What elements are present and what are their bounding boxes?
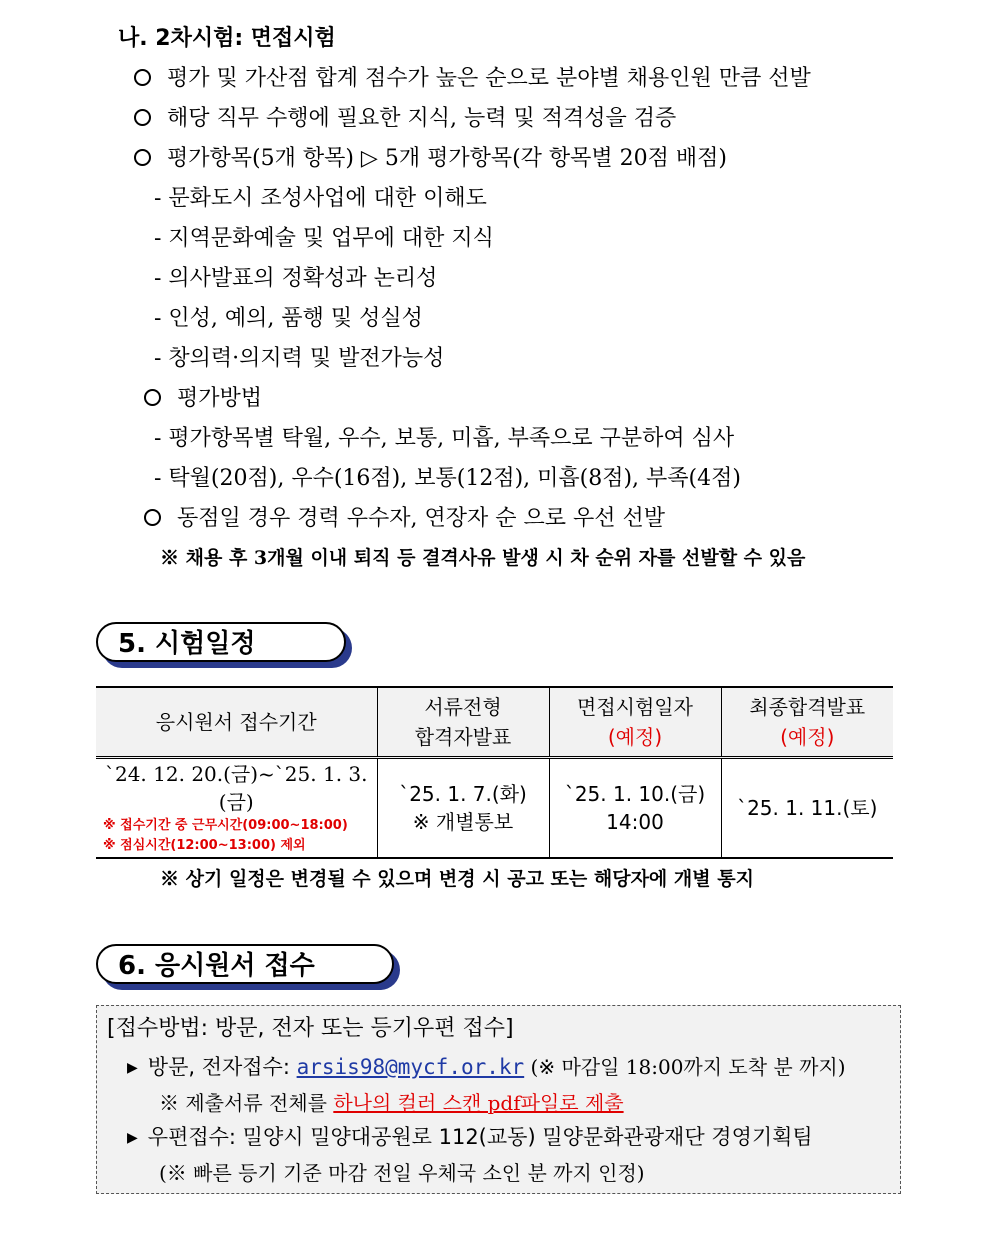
circle-bullet-icon (134, 109, 151, 126)
cell-doc (377, 758, 549, 859)
list-item: - 탁월(20점), 우수(16점), 보통(12점), 미흡(8점), 부족(4점) (154, 466, 741, 491)
bullet-text: 평가 및 가산점 합계 점수가 높은 순으로 분야별 채용인원 만큼 선발 (167, 66, 811, 91)
period-note-2: ※ 점심시간(12:00~13:00) 제외 (103, 838, 306, 853)
section5-heading: 5. 시험일정 (96, 622, 346, 662)
schedule-note: ※ 상기 일정은 변경될 수 있으며 변경 시 공고 또는 해당자에 개별 통지 (160, 868, 754, 890)
triangle-bullet-icon: ▶ (127, 1060, 138, 1076)
circle-bullet-icon (144, 509, 161, 526)
list-item: - 창의력·의지력 및 발전가능성 (154, 346, 445, 371)
period-text: `24. 12. 20.(금)~`25. 1. 3.(금) (104, 762, 368, 814)
doc-note: ※ 개별통보 (412, 810, 514, 834)
submit-highlight: 하나의 컬러 스캔 pdf파일로 제출 (333, 1091, 624, 1115)
method-title (144, 384, 262, 414)
circle-bullet-icon (144, 389, 161, 406)
circle-bullet-icon (134, 69, 151, 86)
header-interview (549, 687, 721, 758)
header-final-tentative: (예정) (780, 725, 835, 749)
header-interview-line1: 면접시험일자 (577, 695, 693, 719)
list-item: - 문화도시 조성사업에 대한 이해도 (154, 186, 487, 211)
bullet-item (134, 64, 811, 94)
schedule-table (96, 686, 893, 859)
section6-heading: 6. 응시원서 접수 (96, 944, 394, 984)
submit-line (159, 1088, 624, 1118)
circle-bullet-icon (134, 149, 151, 166)
doc-date: `25. 1. 7.(화) (399, 782, 527, 806)
bullet-text: 해당 직무 수행에 필요한 지식, 능력 및 적격성을 검증 (167, 106, 677, 131)
cell-period (96, 758, 377, 859)
list-item: - 평가항목별 탁월, 우수, 보통, 미흡, 부족으로 구분하여 심사 (154, 426, 735, 451)
application-box (96, 1005, 901, 1194)
list-item: - 지역문화예술 및 업무에 대한 지식 (154, 226, 494, 251)
cell-interview (549, 758, 721, 859)
bullet-item (134, 104, 676, 134)
header-final (721, 687, 893, 758)
period-note-1: ※ 접수기간 중 근무시간(09:00~18:00) (103, 818, 348, 833)
header-doc-line1: 서류전형 (424, 695, 502, 719)
list-item: - 인성, 예의, 품행 및 성실성 (154, 306, 423, 331)
table-row (96, 758, 893, 859)
triangle-bullet-icon: ▶ (127, 1130, 138, 1146)
submit-prefix: ※ 제출서류 전체를 (159, 1091, 334, 1115)
bullet-item (134, 144, 727, 174)
header-period: 응시원서 접수기간 (96, 687, 377, 758)
email-link[interactable]: arsis98@mycf.or.kr (296, 1055, 525, 1079)
mail-text: 우편접수: 밀양시 밀양대공원로 112(교동) 밀양문화관광재단 경영기획팀 (147, 1125, 813, 1149)
bullet-text: 평가항목(5개 항목) ▷ 5개 평가항목(각 항목별 20점 배점) (167, 146, 727, 171)
list-item: - 의사발표의 정확성과 논리성 (154, 266, 438, 291)
interview-time: 14:00 (606, 810, 664, 834)
tie-rule (144, 504, 665, 534)
visit-line (127, 1052, 846, 1083)
header-interview-tentative: (예정) (607, 725, 663, 749)
mail-line (127, 1122, 813, 1153)
disqualification-note: ※ 채용 후 3개월 이내 퇴직 등 결격사유 발생 시 차 순위 자를 선발할 수 있음 (160, 547, 806, 569)
mail-note: (※ 빠른 등기 기준 마감 전일 우체국 소인 분 까지 인정) (159, 1161, 645, 1185)
table-header-row (96, 687, 893, 758)
header-final-line1: 최종합격발표 (749, 695, 866, 719)
method-title: [접수방법: 방문, 전자 또는 등기우편 접수] (107, 1016, 514, 1041)
cell-final (721, 758, 893, 859)
visit-suffix: (※ 마감일 18:00까지 도착 분 까지) (524, 1055, 846, 1079)
visit-prefix: 방문, 전자접수: (147, 1055, 297, 1079)
tie-rule-text: 동점일 경우 경력 우수자, 연장자 순 으로 우선 선발 (177, 506, 665, 531)
interview-date: `25. 1. 10.(금) (564, 782, 706, 806)
final-date: `25. 1. 11.(토) (737, 796, 878, 820)
header-doc-line2: 합격자발표 (414, 725, 512, 749)
method-title-text: 평가방법 (177, 386, 263, 411)
section-b-title: 나. 2차시험: 면접시험 (118, 26, 336, 51)
header-doc (377, 687, 549, 758)
